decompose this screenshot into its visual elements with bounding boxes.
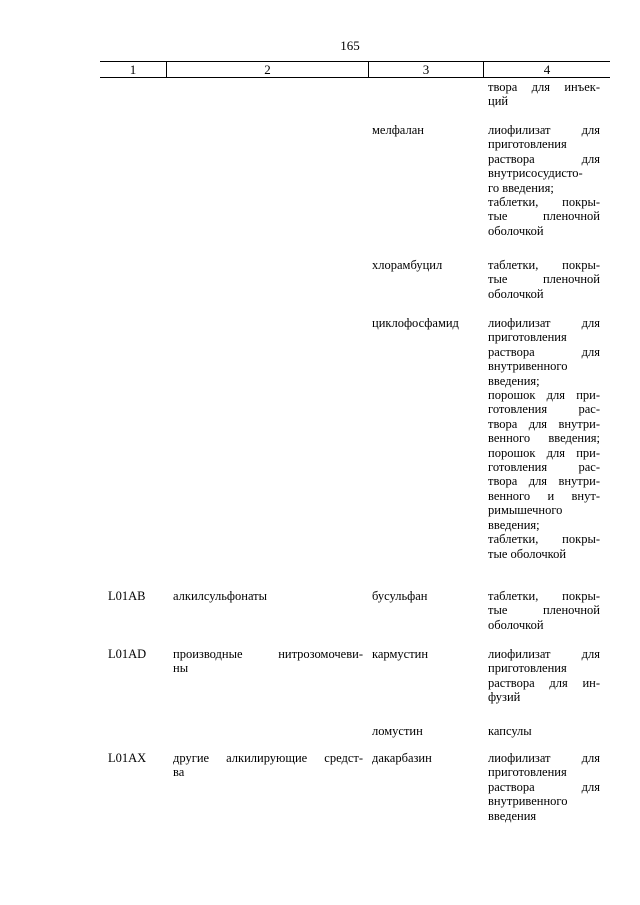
table-header <box>100 61 610 78</box>
header-cell-1: 1 <box>129 62 137 77</box>
drug-name: кармустин <box>372 647 429 661</box>
dosage-form: таблетки, покры- тые пленочной оболочкой <box>488 258 600 301</box>
drug-name: мелфалан <box>372 123 424 137</box>
dosage-form: твора для инъек- ций <box>488 80 600 109</box>
dosage-form: лиофилизат для приготовления раствора для внутрисосудисто- го введения; таблетки, покры- тые пленочной оболочкой <box>488 123 600 238</box>
group-name: другие алкилирующие средст- ва <box>173 751 363 780</box>
group-name: производные нитрозомочеви- ны <box>173 647 363 676</box>
drug-name: циклофосфамид <box>372 316 459 330</box>
dosage-form: лиофилизат для приготовления раствора для внутривенного введения <box>488 751 600 823</box>
page-number: 165 <box>340 38 360 53</box>
drug-name: бусульфан <box>372 589 428 603</box>
drug-name: хлорамбуцил <box>372 258 443 272</box>
drug-name: ломустин <box>372 724 423 738</box>
group-name: алкилсульфонаты <box>173 589 268 603</box>
atc-code: L01AD <box>108 647 147 661</box>
header-cell-2: 2 <box>264 62 271 77</box>
header-cell-4: 4 <box>543 62 551 77</box>
drug-name: дакарбазин <box>372 751 432 765</box>
dosage-form: таблетки, покры- тые пленочной оболочкой <box>488 589 600 632</box>
atc-code: L01AB <box>108 589 146 603</box>
dosage-form: капсулы <box>488 724 532 738</box>
header-cell-3: 3 <box>422 62 430 77</box>
dosage-form: лиофилизат для приготовления раствора для ин- фузий <box>488 647 600 705</box>
atc-code: L01AX <box>108 751 147 765</box>
dosage-form: лиофилизат для приготовления раствора для внутривенного введения; порошок для при- готовления рас- твора для внутри- венного введения; порошок для при- готовления рас- твора для внутри- венного и внут- римышечного введения; таблетки, покры- тые оболочкой <box>488 316 600 561</box>
